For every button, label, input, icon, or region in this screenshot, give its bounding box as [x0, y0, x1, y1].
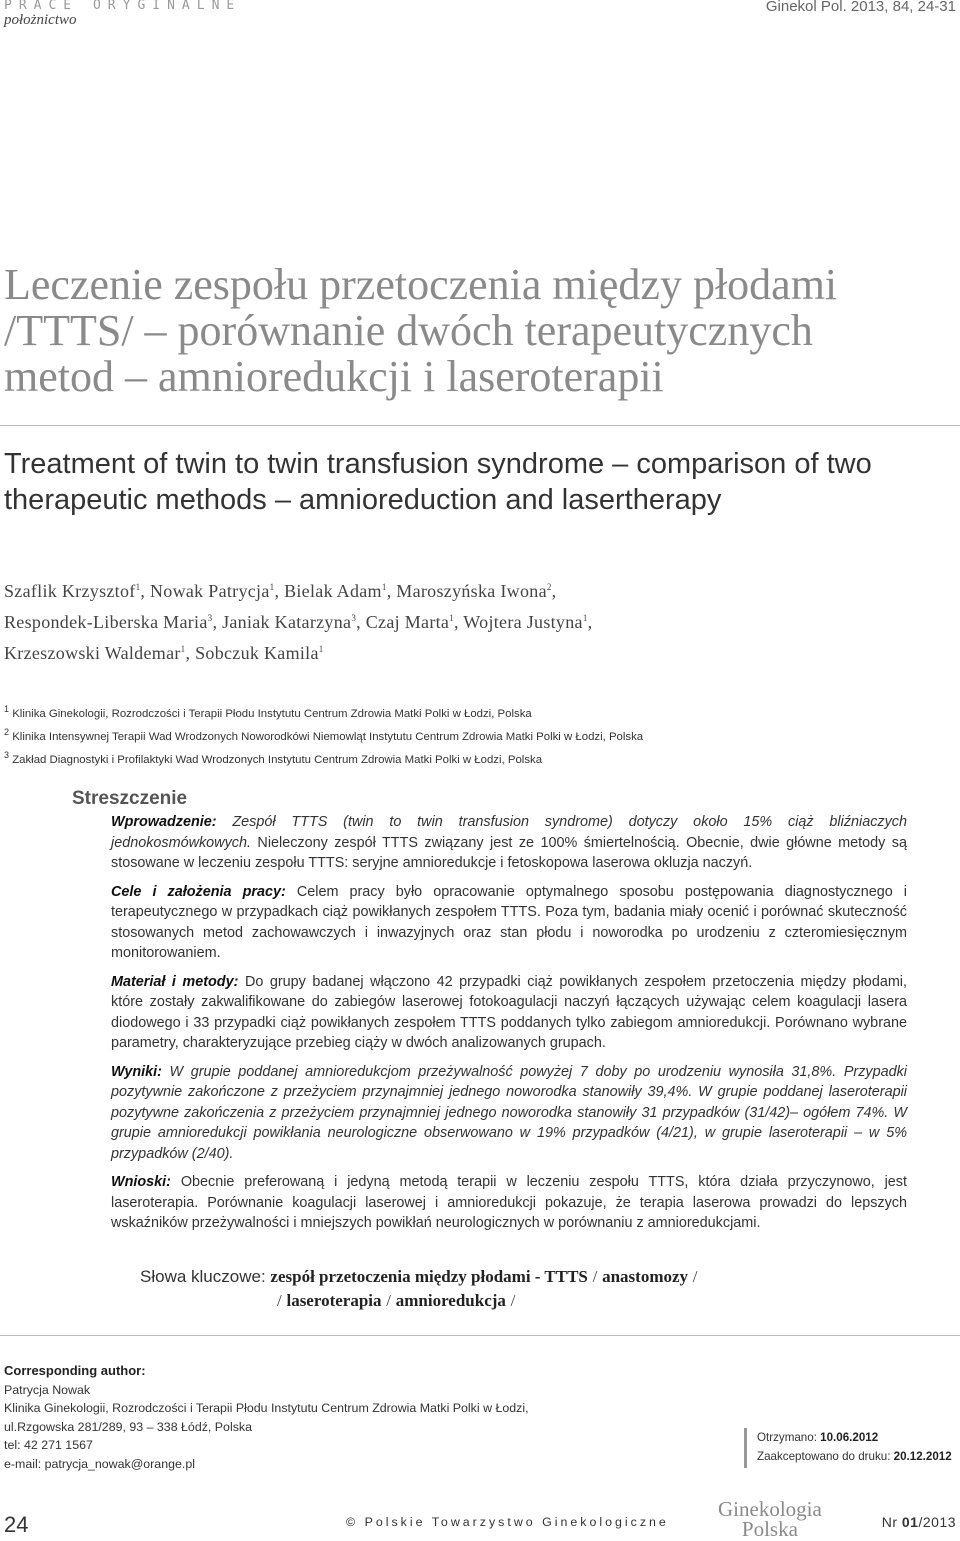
title-en-line1: Treatment of twin to twin transfusion syndrome – comparison of two [4, 448, 872, 480]
abstract-conclusions-label: Wnioski: [111, 1174, 171, 1190]
author-aff: 1 [269, 582, 275, 592]
author: Sobczuk Kamila [195, 643, 319, 663]
abstract-results-label: Wyniki: [111, 1063, 162, 1080]
issue-num: 01 [901, 1514, 919, 1530]
keywords [140, 1265, 840, 1313]
abstract-methods-text: Do grupy badanej włączono 42 przypadki ciąż powikłanych zespołem przetoczenia między płodami, które zostały zakwalifikowane do zabiegów laserowej fotokoagulacji naczyń łączących używając celem koagulacji lasera diodowego i 33 przypadki ciąż powikłanych zespołem TTTS poddanych tylko zabiegom amnioredukcji. Porównano wybrane parametry, charakteryzujące przebieg ciąży w dwóch analizowanych grupach. [111, 973, 908, 1051]
affiliation-num: 2 [4, 726, 10, 737]
author: Nowak Patrycja [149, 581, 270, 601]
keyword: zespół przetoczenia między płodami - TTTS [270, 1267, 588, 1286]
journal-category: PRACE ORYGINALNE [4, 0, 242, 13]
corr-institution: Klinika Ginekologii, Rozrodczości i Terapii Płodu Instytutu Centrum Zdrowia Matki Polki w Łodzi, [4, 1401, 529, 1415]
corr-heading: Corresponding author: [4, 1363, 146, 1378]
accepted-label: Zaakceptowano do druku: [757, 1450, 891, 1463]
corresponding-author [4, 1362, 564, 1473]
author: Bielak Adam [284, 581, 382, 601]
abstract-intro-text: Nieleczony zespół TTTS związany jest ze 100% śmiertelnością. Obecnie, dwie główne metody są stosowane w leczeniu zespołu TTTS: seryjne amnioredukcje i fetoskopowa laserowa okluzja naczyń. [111, 834, 907, 871]
abstract-body [111, 812, 907, 1242]
corr-address: ul.Rzgowska 281/289, 93 – 338 Łódź, Polska [4, 1419, 252, 1434]
abstract-aims-text: Celem pracy było opracowanie optymalnego sposobu postępowania diagnostycznego i terapeutycznego w przypadkach ciąż powikłanych zespołem TTTS. Poza tym, badania miały ocenić i porównać skuteczność stosowanych metod zachowawczych i inwazyjnych oraz stan płodu i noworodka po urodzeniu z czteromiesięcznym monitorowaniem. [111, 883, 908, 961]
author-aff: 1 [180, 644, 186, 654]
title-english [4, 446, 954, 518]
affiliation [4, 746, 954, 769]
affiliation [4, 723, 954, 746]
author-aff: 1 [582, 613, 588, 623]
title-en-line2: therapeutic methods – amnioreduction and lasertherapy [4, 484, 722, 516]
issue-year: /2013 [918, 1514, 956, 1530]
abstract-intro [111, 812, 907, 874]
author-aff: 1 [135, 582, 141, 592]
author: Respondek-Liberska Maria [4, 612, 208, 632]
abstract-methods-label: Materiał i metody: [111, 973, 239, 990]
abstract-results [111, 1062, 907, 1165]
author: Maroszyńska Iwona [396, 581, 547, 601]
author-aff: 3 [207, 613, 213, 623]
affiliation-num: 3 [4, 749, 10, 760]
title-polish [4, 262, 954, 400]
affiliation-list [4, 700, 954, 768]
author-aff: 1 [449, 613, 455, 623]
abstract-results-text: W grupie poddanej amnioredukcjom przeżywalność powyżej 7 doby po urodzeniu wynosiła 31,8%. Przypadki pozytywnie zakończone z przeżyciem przynajmniej jednego noworodka stanowiły 39,4%. W grupie poddanej laseroterapii pozytywne zakończenia z przeżyciem przynajmniej jednego noworodka stanowiły 31 przypadków (31/42)– ogółem 74%. W grupie amnioredukcji powikłania neurologiczne obserwowano w 19% przypadków (4/21), w grupie laseroterapii – w 5% przypadków (2/40). [111, 1063, 908, 1162]
issue-number [882, 1514, 956, 1530]
author: Szaflik Krzysztof [4, 581, 136, 601]
keyword-separator: / [510, 1291, 516, 1310]
received-date: 10.06.2012 [820, 1431, 879, 1444]
accepted-date: 20.12.2012 [893, 1450, 952, 1463]
abstract-conclusions [111, 1172, 907, 1234]
affiliation-num: 1 [4, 704, 10, 714]
corr-email[interactable]: e-mail: patrycja_nowak@orange.pl [4, 1456, 195, 1471]
received-label: Otrzymano: [757, 1431, 817, 1444]
abstract-heading: Streszczenie [72, 788, 188, 809]
affiliation-text: Zakład Diagnostyki i Profilaktyki Wad Wrodzonych Instytutu Centrum Zdrowia Matki Polki w Łodzi, Polska [12, 753, 543, 766]
abstract-conclusions-text: Obecnie preferowaną i jedyną metodą terapii w leczeniu zespołu TTTS, która działa przyczynowo, jest laseroterapia. Porównanie koagulacji laserowej i amnioredukcji pokazuje, że terapia laserowa prowadzi do lepszych wskaźników przeżywalności i mniejszych powikłań neurologicznych w porównaniu z amnioredukcjami. [111, 1174, 908, 1231]
footer-divider [0, 1335, 960, 1336]
keyword: amnioredukcja [395, 1291, 506, 1310]
abstract-intro-italic: Zespół TTTS (twin to twin transfusion syndrome) dotyczy około 15% ciąż bliźniaczych jednokosmówkowych. [111, 814, 908, 851]
page-number: 24 [4, 1512, 29, 1537]
journal-section: położnictwo [4, 12, 77, 28]
affiliation-text: Klinika Intensywnej Terapii Wad Wrodzonych Noworodkówi Niemowląt Instytutu Centrum Zdrowia Matki Polki w Łodzi, Polska [12, 730, 644, 743]
logo-line2: Polska [741, 1517, 798, 1541]
journal-logo [718, 1499, 822, 1539]
logo-line1: Ginekologia [718, 1497, 822, 1521]
keyword: anastomozy [602, 1267, 689, 1286]
abstract-methods [111, 972, 907, 1054]
corr-name: Patrycja Nowak [4, 1382, 91, 1397]
title-pl-line1: Leczenie zespołu przetoczenia między płodami [4, 260, 838, 309]
society-copyright: © Polskie Towarzystwo Ginekologiczne [346, 1515, 669, 1529]
affiliation-text: Klinika Ginekologii, Rozrodczości i Terapii Płodu Instytutu Centrum Zdrowia Matki Polki w Łodzi, Polska [12, 707, 532, 720]
title-pl-line2: /TTTS/ – porównanie dwóch terapeutycznych [4, 306, 813, 355]
author-list: Szaflik Krzysztof$^1$, Nowak Patrycja$^1$, Bielak Adam$^1$, Maroszyńska Iwona$^2$, Respondek-Liberska Maria$^3$, Janiak Katarzyna$^3$, Czaj Marta$^1$, Wojtera Justyna$^1$, Krzeszowski Waldemar$^1$, Sobczuk Kamila$^1$ [4, 581, 593, 663]
keyword-separator: / [386, 1291, 391, 1310]
author-aff: 3 [351, 613, 357, 623]
issue-prefix: Nr [881, 1514, 898, 1530]
title-divider [0, 425, 960, 426]
author: Krzeszowski Waldemar [4, 643, 181, 663]
abstract-intro-label: Wprowadzenie: [111, 814, 217, 830]
dates-bar [744, 1428, 747, 1468]
author: Wojtera Justyna [463, 612, 583, 632]
keyword-separator: / [692, 1267, 698, 1286]
keyword-separator: / [277, 1291, 282, 1310]
keywords-label: Słowa kluczowe: [140, 1267, 266, 1286]
corr-tel: tel: 42 271 1567 [4, 1438, 93, 1452]
author-aff: 1 [381, 582, 387, 592]
publication-dates [757, 1428, 952, 1466]
affiliation [4, 700, 954, 723]
keyword: laseroterapia [286, 1291, 382, 1310]
author: Janiak Katarzyna [222, 612, 352, 632]
citation: Ginekol Pol. 2013, 84, 24-31 [765, 0, 956, 15]
abstract-aims-label: Cele i założenia pracy: [111, 883, 286, 900]
keyword-separator: / [592, 1267, 598, 1286]
author-aff: 2 [546, 582, 552, 592]
author: Czaj Marta [365, 612, 450, 632]
title-pl-line3: metod – amnioredukcji i laseroterapii [4, 352, 664, 401]
author-aff: 1 [318, 644, 324, 654]
abstract-aims [111, 882, 907, 964]
